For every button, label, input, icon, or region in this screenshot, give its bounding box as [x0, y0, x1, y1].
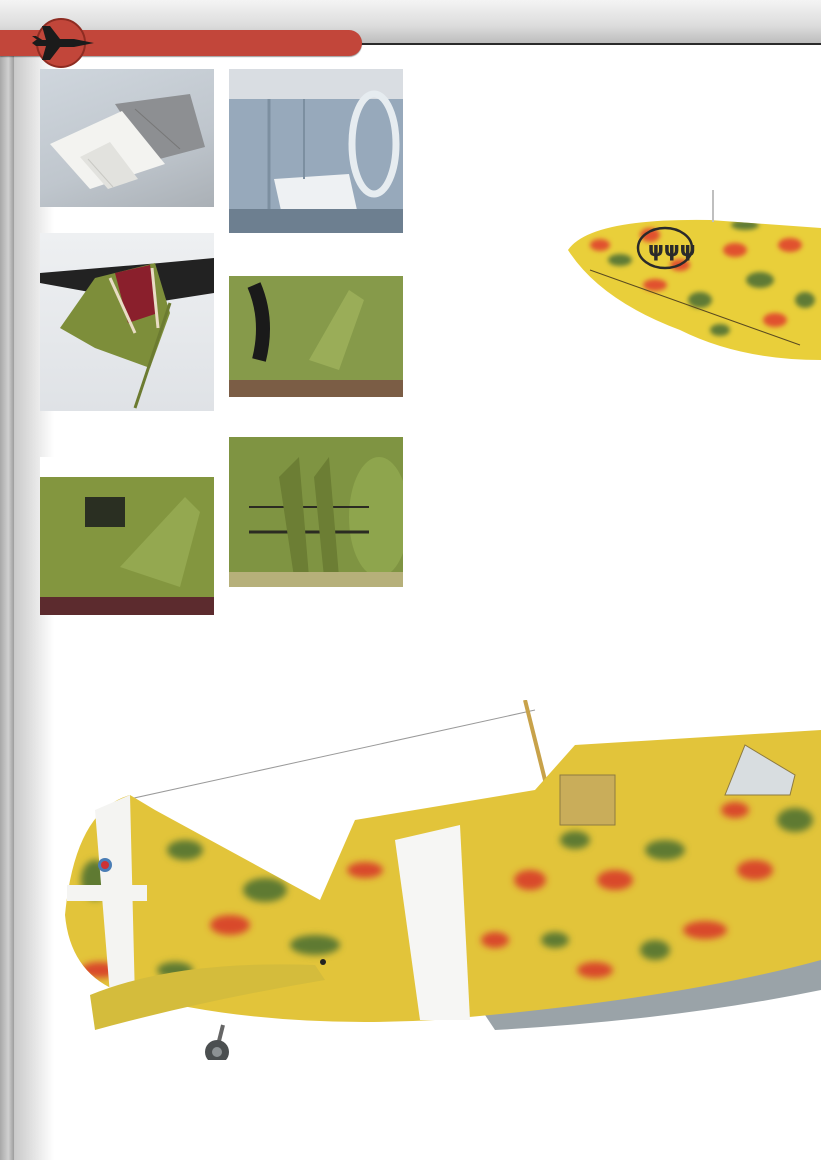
plastic-card-image	[40, 69, 214, 207]
re2000-fuselage-image	[55, 700, 821, 1060]
seat-image	[40, 233, 214, 411]
interior-fitted-image	[40, 457, 214, 615]
fuselage-grey-image	[229, 69, 403, 233]
photo-part-in-place	[229, 69, 403, 233]
photo-interior-fitted	[40, 457, 214, 615]
interior-green-image	[229, 260, 403, 397]
banner-badge	[36, 18, 86, 68]
fasces-insignia-icon: ψψψ	[648, 237, 696, 261]
photo-aircraft-model	[55, 700, 821, 1060]
rivet-column-left	[14, 60, 26, 1160]
jet-silhouette-icon	[32, 20, 102, 66]
cockpit-painted-image	[229, 437, 403, 587]
photo-wing-tip	[560, 190, 821, 410]
left-metal-bar	[0, 43, 15, 1160]
photo-kit-seat	[40, 233, 214, 411]
photo-interior-parts	[229, 260, 403, 397]
wing-camouflage-image	[560, 190, 821, 410]
photo-plastic-card	[40, 69, 214, 207]
photo-cockpit-painted	[229, 437, 403, 587]
rivet-row-top	[340, 27, 821, 35]
